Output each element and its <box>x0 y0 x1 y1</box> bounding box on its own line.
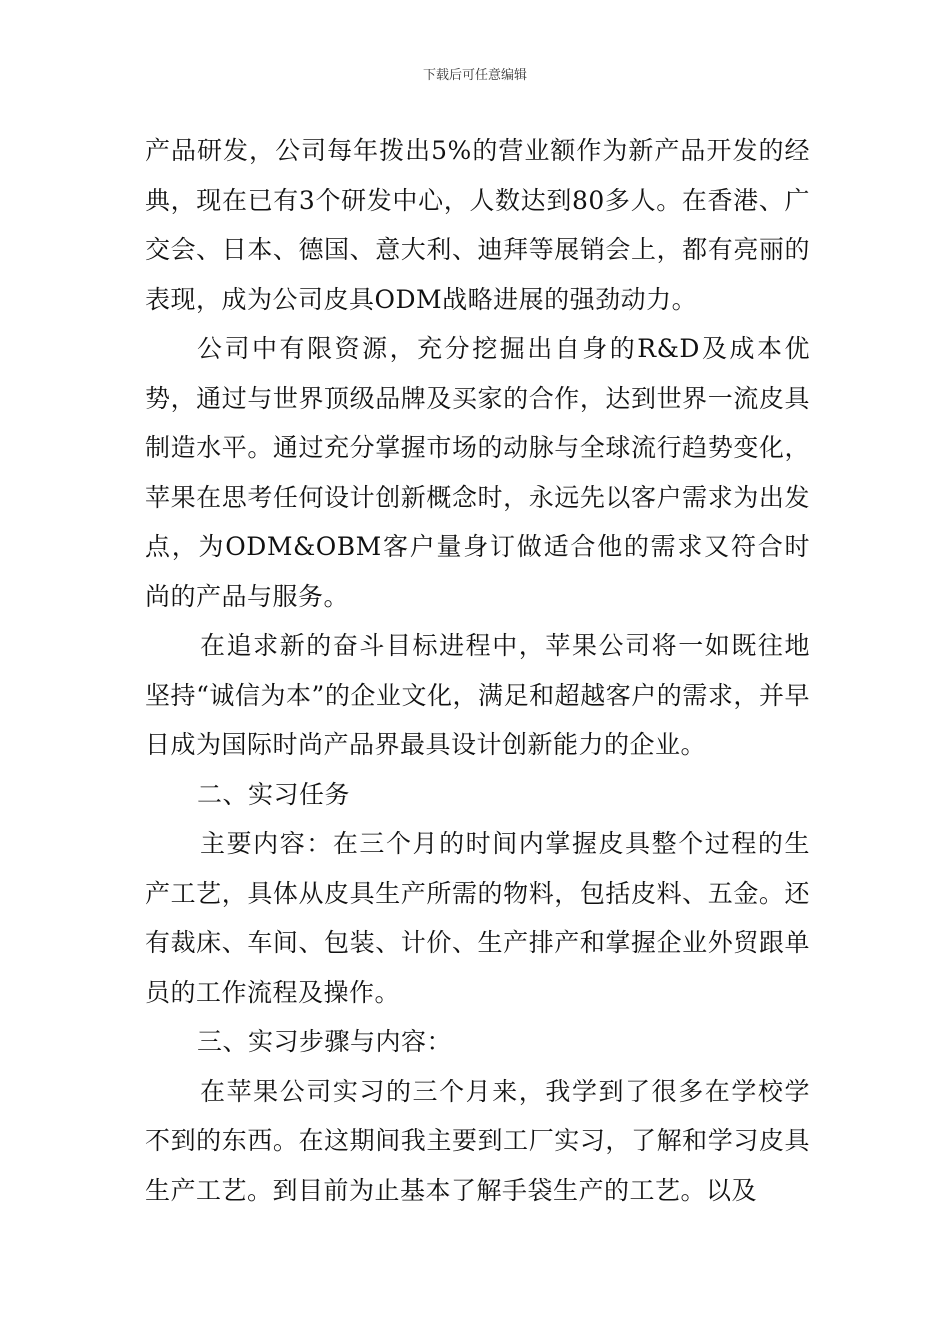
paragraph-goals: 在追求新的奋斗目标进程中，苹果公司将一如既往地坚持“诚信为本”的企业文化，满足和超越客户的需求，并早日成为国际时尚产品界最具设计创新能力的企业。 <box>145 631 810 759</box>
paragraph-resources: 公司中有限资源，充分挖掘出自身的R&D及成本优势，通过与世界顶级品牌及买家的合作，达到世界一流皮具制造水平。通过充分掌握市场的动脉与全球流行趋势变化，苹果在思考任何设计创新概念时，永远先以客户需求为出发点，为ODM&OBM客户量身订做适合他的需求又符合时尚的产品与服务。 <box>145 334 810 611</box>
document-body <box>145 126 810 1215</box>
page-header: 下载后可任意编辑 <box>422 68 527 83</box>
paragraph-main-content: 主要内容：在三个月的时间内掌握皮具整个过程的生产工艺，具体从皮具生产所需的物料，包括皮料、五金。还有裁床、车间、包装、计价、生产排产和掌握企业外贸跟单员的工作流程及操作。 <box>145 829 810 1007</box>
section-heading-steps: 三、实习步骤与内容： <box>197 1027 453 1056</box>
paragraph-product-rnd: 产品研发，公司每年拨出5%的营业额作为新产品开发的经典，现在已有3个研发中心，人数达到80多人。在香港、广交会、日本、德国、意大利、迪拜等展销会上，都有亮丽的表现，成为公司皮具ODM战略进展的强劲动力。 <box>145 136 810 314</box>
section-heading-tasks: 二、实习任务 <box>197 779 351 809</box>
paragraph-internship: 在苹果公司实习的三个月来，我学到了很多在学校学不到的东西。在这期间我主要到工厂实习，了解和学习皮具生产工艺。到目前为止基本了解手袋生产的工艺。以及 <box>145 1076 810 1205</box>
